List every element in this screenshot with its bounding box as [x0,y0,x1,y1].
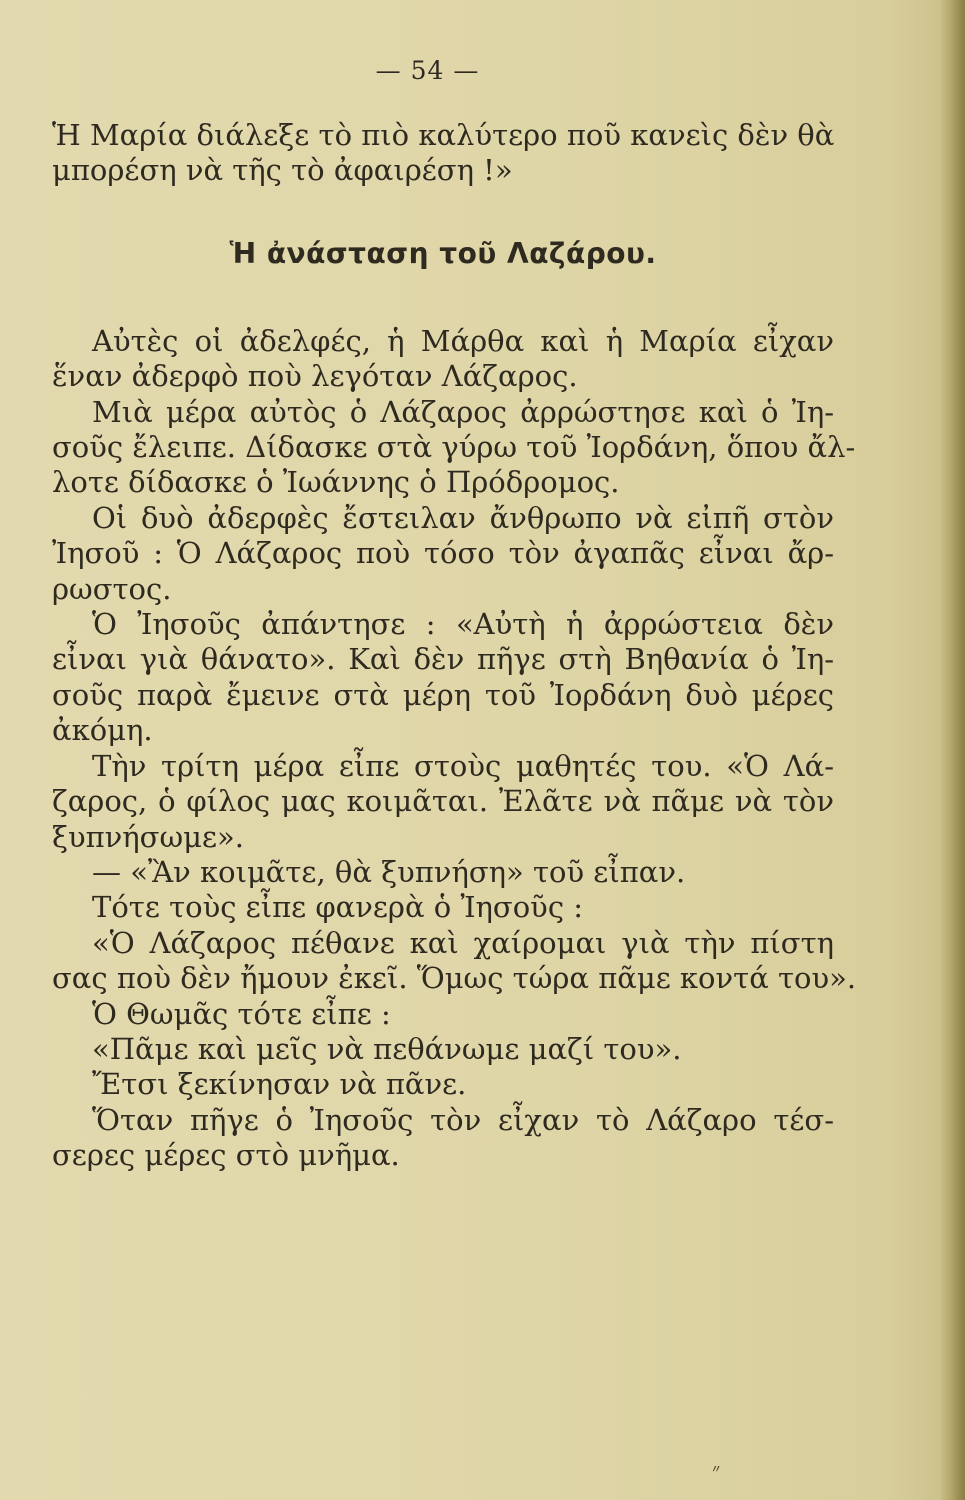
text-line: ρωστος. [52,571,172,606]
text-line: Ἰησοῦ : Ὁ Λάζαρος ποὺ τόσο τὸν ἀγαπᾶς εἶναι ἄρ- [52,536,834,571]
text-line: σερες μέρες στὸ μνῆμα. [52,1138,400,1173]
text-line: Μιὰ μέρα αὐτὸς ὁ Λάζαρος ἀρρώστησε καὶ ὁ Ἰη- [92,394,834,429]
text-line: σοῦς ἔλειπε. Δίδασκε στὰ γύρω τοῦ Ἰορδάνη, ὅπου ἄλ- [52,430,856,465]
text-line: Τότε τοὺς εἶπε φανερὰ ὁ Ἰησοῦς : [92,890,584,925]
text-line: Οἱ δυὸ ἀδερφὲς ἔστειλαν ἄνθρωπο νὰ εἰπῆ στὸν [92,500,834,535]
text-line: ξυπνήσωμε». [52,819,244,854]
text-line: λοτε δίδασκε ὁ Ἰωάννης ὁ Πρόδρομος. [52,465,620,500]
text-line: — «Ἂν κοιμᾶτε, θὰ ξυπνήση» τοῦ εἶπαν. [92,854,686,889]
text-line: «Πᾶμε καὶ μεῖς νὰ πεθάνωμε μαζί του». [92,1031,682,1066]
text-line: σας ποὺ δὲν ἤμουν ἐκεῖ. Ὅμως τώρα πᾶμε κοντά του». [52,961,857,996]
section-title: Ἡ ἀνάσταση τοῦ Λαζάρου. [229,236,657,270]
footer-mark: ״ [712,1459,721,1484]
text-line: ζαρος, ὁ φίλος μας κοιμᾶται. Ἐλᾶτε νὰ πᾶμε νὰ τὸν [52,784,834,819]
text-line: Ὁ Ἰησοῦς ἀπάντησε : «Αὐτὴ ἡ ἀρρώστεια δὲν [92,607,834,642]
text-line: ἀκόμη. [52,713,153,748]
text-line: Αὐτὲς οἱ ἀδελφές, ἡ Μάρθα καὶ ἡ Μαρία εἶχαν [92,323,834,358]
text-line: Ἡ Μαρία διάλεξε τὸ πιὸ καλύτερο ποῦ κανεὶς δὲν θὰ [52,118,835,152]
text-line: Ὅταν πῆγε ὁ Ἰησοῦς τὸν εἶχαν τὸ Λάζαρο τέσ- [92,1102,834,1137]
page-binding-edge [939,0,965,1500]
text-line: μπορέση νὰ τῆς τὸ ἀφαιρέση !» [52,153,513,188]
text-line: Ὁ Θωμᾶς τότε εἶπε : [92,996,391,1031]
text-line: εἶναι γιὰ θάνατο». Καὶ δὲν πῆγε στὴ Βηθανία ὁ Ἰη- [52,642,834,677]
text-line: Ἔτσι ξεκίνησαν νὰ πᾶνε. [92,1067,467,1102]
text-block [52,118,857,1174]
text-line: Τὴν τρίτη μέρα εἶπε στοὺς μαθητές του. «Ὁ Λά- [92,748,834,783]
page-number: — 54 — [375,56,480,85]
text-line: σοῦς παρὰ ἔμεινε στὰ μέρη τοῦ Ἰορδάνη δυὸ μέρες [52,677,834,712]
text-line: «Ὁ Λάζαρος πέθανε καὶ χαίρομαι γιὰ τὴν πίστη [92,925,834,960]
text-line: ἕναν ἀδερφὸ ποὺ λεγόταν Λάζαρος. [52,359,578,394]
